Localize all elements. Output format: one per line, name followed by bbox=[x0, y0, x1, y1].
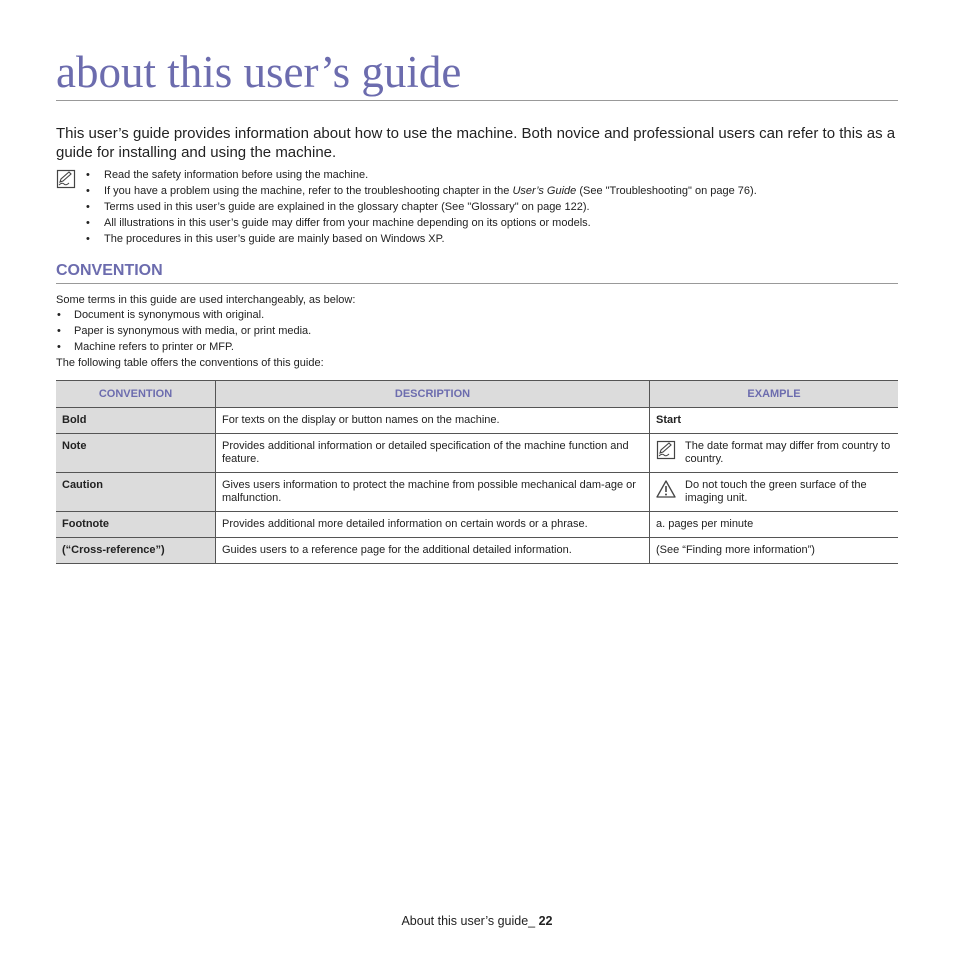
page-footer bbox=[0, 914, 954, 928]
description-cell: Guides users to a reference page for the additional detailed information. bbox=[216, 538, 650, 564]
list-item: • Document is synonymous with original. bbox=[56, 307, 311, 323]
header-example: EXAMPLE bbox=[650, 381, 899, 408]
page-title: about this user’s guide bbox=[56, 47, 462, 97]
example-cell bbox=[650, 434, 899, 473]
table-row bbox=[56, 538, 898, 564]
convention-table bbox=[56, 380, 898, 564]
description-cell: Provides additional information or detailed specification of the machine function and feature. bbox=[216, 434, 650, 473]
term-cell: Footnote bbox=[56, 512, 216, 538]
table-lead: The following table offers the conventions of this guide: bbox=[56, 357, 324, 369]
example-cell: a. pages per minute bbox=[650, 512, 899, 538]
page-number: 22 bbox=[538, 914, 553, 928]
note-pencil-icon bbox=[56, 169, 76, 189]
term-cell: Note bbox=[56, 434, 216, 473]
term-cell: (“Cross-reference”) bbox=[56, 538, 216, 564]
intro-paragraph: This user’s guide provides information about how to use the machine. Both novice and professional users can refer to this as a guide for installing and using the machine. bbox=[56, 125, 896, 161]
guide-title-italic: User’s Guide bbox=[512, 185, 577, 197]
note-list bbox=[86, 167, 886, 247]
list-item: • Machine refers to printer or MFP. bbox=[56, 339, 311, 355]
table-row bbox=[56, 434, 898, 473]
section-title-convention: CONVENTION bbox=[56, 262, 163, 279]
table-row bbox=[56, 512, 898, 538]
example-cell: (See “Finding more information”) bbox=[650, 538, 899, 564]
note-item: • Read the safety information before using the machine. bbox=[86, 167, 886, 183]
note-item: • If you have a problem using the machine, refer to the troubleshooting chapter in the User’s Guide (See "Troubleshooting" on page 76). bbox=[86, 183, 886, 199]
bold-example: Start bbox=[656, 414, 682, 426]
note-item: • The procedures in this user’s guide are mainly based on Windows XP. bbox=[86, 231, 886, 247]
list-item: • Paper is synonymous with media, or print media. bbox=[56, 323, 311, 339]
description-cell: For texts on the display or button names on the machine. bbox=[216, 408, 650, 434]
note-pencil-icon bbox=[656, 440, 676, 460]
header-convention: CONVENTION bbox=[56, 381, 216, 408]
header-description: DESCRIPTION bbox=[216, 381, 650, 408]
note-item: • All illustrations in this user’s guide may differ from your machine depending on its options or models. bbox=[86, 215, 886, 231]
caution-triangle-icon bbox=[656, 479, 676, 499]
example-cell bbox=[650, 473, 899, 512]
table-row bbox=[56, 473, 898, 512]
caution-example-text: Do not touch the green surface of the imaging unit. bbox=[685, 479, 867, 504]
table-row bbox=[56, 408, 898, 434]
note-example-text: The date format may differ from country to country. bbox=[685, 440, 891, 465]
description-cell: Gives users information to protect the machine from possible mechanical dam-age or malfunction. bbox=[216, 473, 650, 512]
title-divider bbox=[56, 100, 898, 101]
note-item: • Terms used in this user’s guide are explained in the glossary chapter (See "Glossary" on page 122). bbox=[86, 199, 886, 215]
convention-list bbox=[56, 307, 311, 355]
convention-lead: Some terms in this guide are used interchangeably, as below: bbox=[56, 294, 356, 306]
description-cell: Provides additional more detailed information on certain words or a phrase. bbox=[216, 512, 650, 538]
example-cell bbox=[650, 408, 899, 434]
section-divider bbox=[56, 283, 898, 284]
table-header-row bbox=[56, 381, 898, 408]
term-cell: Bold bbox=[56, 408, 216, 434]
term-cell: Caution bbox=[56, 473, 216, 512]
footer-label: About this user’s guide_ bbox=[401, 914, 539, 928]
